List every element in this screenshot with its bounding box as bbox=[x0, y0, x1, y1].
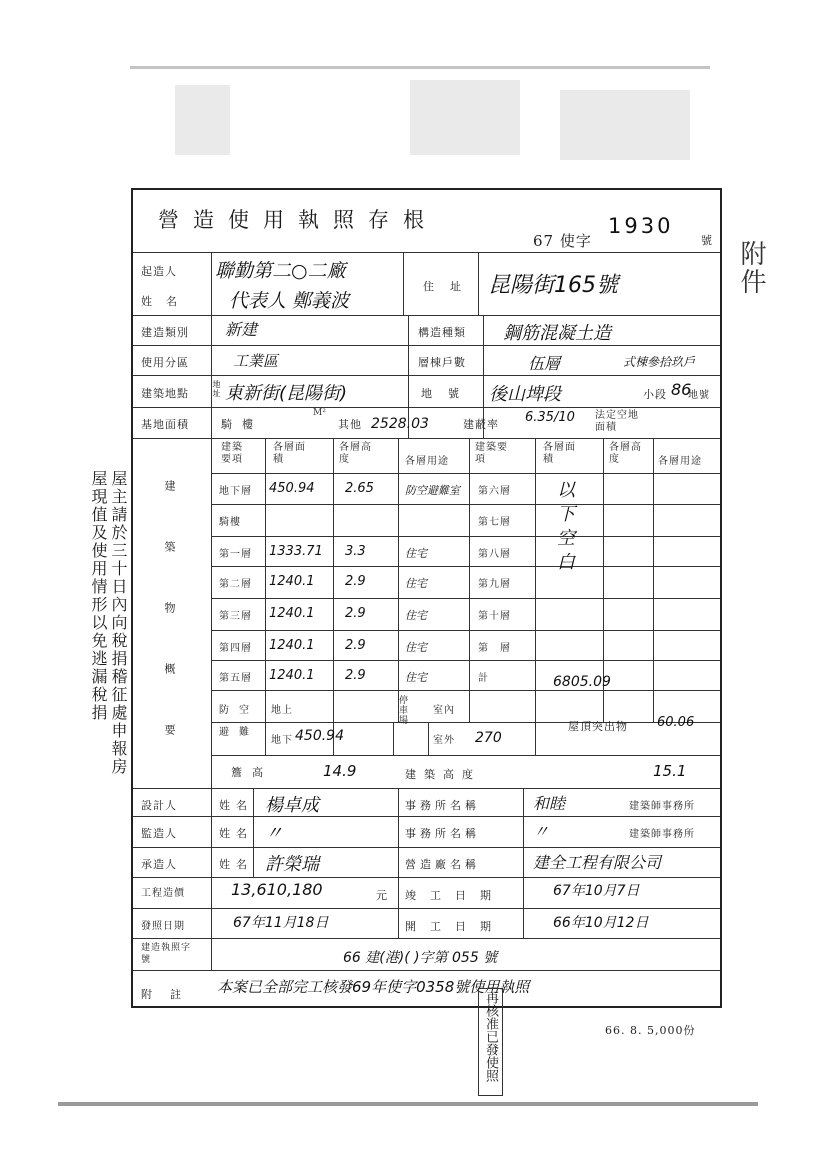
shelter-below: 地下 bbox=[271, 735, 293, 746]
start-value: 66年10月12日 bbox=[553, 915, 649, 931]
scan-noise-bottom bbox=[58, 1102, 758, 1106]
floor-height: 2.9 bbox=[345, 574, 366, 589]
serial-prefix: 67 使字 bbox=[533, 232, 592, 250]
address-value: 昆陽街165號 bbox=[488, 273, 618, 298]
line bbox=[211, 252, 212, 970]
person-name-label: 姓名 bbox=[219, 858, 253, 871]
person-role-label: 監造人 bbox=[141, 827, 177, 840]
floor-name-label: 第三層 bbox=[219, 611, 252, 622]
lot-suffix: 地號 bbox=[688, 390, 710, 401]
right-note: 以下空白 bbox=[554, 480, 575, 576]
line bbox=[211, 598, 720, 599]
line bbox=[211, 473, 720, 474]
floor-area: 1240.1 bbox=[269, 638, 315, 653]
floor-use: 住宅 bbox=[405, 609, 427, 622]
parking-label: 停車場 bbox=[397, 695, 407, 725]
other-label: 其他 bbox=[338, 418, 362, 431]
col-header: 建築要項 bbox=[221, 442, 243, 465]
col-header: 各層高度 bbox=[339, 442, 372, 465]
floor-height: 3.3 bbox=[345, 544, 366, 559]
coverage-label: 建蔽率 bbox=[463, 418, 499, 431]
line bbox=[653, 438, 654, 723]
zone-label: 使用分區 bbox=[141, 356, 189, 369]
roof-value: 60.06 bbox=[657, 715, 695, 730]
scan-noise-block-right bbox=[560, 90, 690, 160]
floor-use: 住宅 bbox=[405, 547, 427, 560]
floor-name-label: 騎樓 bbox=[219, 517, 241, 528]
shelter-above: 地上 bbox=[271, 705, 293, 716]
applicant-label: 起造人 bbox=[141, 265, 177, 278]
form-title: 營造使用執照存根 bbox=[158, 208, 438, 232]
serial-suffix: 號 bbox=[701, 234, 713, 247]
line bbox=[211, 566, 720, 567]
line bbox=[211, 660, 720, 661]
remarks-value: 本案已全部完工核發69年使字0358號使用執照 bbox=[217, 978, 530, 996]
parking-in: 室內 bbox=[433, 705, 455, 716]
applicant-value: 聯勤第二○二廠 bbox=[215, 260, 346, 282]
office-name: 〃 bbox=[533, 822, 550, 841]
serial-number: 1930 bbox=[608, 214, 674, 238]
line bbox=[133, 315, 720, 316]
total-value: 6805.09 bbox=[553, 674, 611, 690]
scan-noise-block-mid bbox=[410, 80, 520, 155]
floor-area: 1240.1 bbox=[269, 606, 315, 621]
cost-unit: 元 bbox=[376, 889, 388, 902]
floor-name-label: 第 層 bbox=[478, 643, 511, 654]
line bbox=[133, 407, 720, 408]
lot-small-label: 小段 bbox=[643, 388, 667, 401]
start-label: 開工日期 bbox=[405, 920, 505, 933]
line bbox=[211, 536, 720, 537]
applicant-name-label: 姓名 bbox=[141, 295, 191, 308]
floor-name-label: 第四層 bbox=[219, 643, 252, 654]
office-label: 營造廠名稱 bbox=[405, 858, 480, 871]
address-label: 住址 bbox=[423, 280, 477, 293]
line bbox=[398, 438, 399, 723]
lot-label: 地號 bbox=[421, 387, 475, 400]
line bbox=[393, 722, 394, 755]
floor-use: 住宅 bbox=[405, 671, 427, 684]
col-header: 建築要項 bbox=[475, 442, 508, 465]
floor-height: 2.9 bbox=[345, 668, 366, 683]
cost-value: 13,610,180 bbox=[231, 880, 323, 899]
office-suffix: 建築師事務所 bbox=[629, 801, 695, 812]
office-label: 事務所名稱 bbox=[405, 827, 480, 840]
arcade-label: 騎樓 bbox=[221, 418, 263, 431]
bottom-stamp: 再核准已發使照 bbox=[478, 988, 503, 1096]
line bbox=[133, 970, 720, 971]
scan-noise-top bbox=[130, 66, 710, 69]
location-value: 東新街(昆陽街) bbox=[225, 383, 348, 404]
floor-name-label: 第七層 bbox=[478, 517, 511, 528]
footer-print: 66. 8. 5,000份 bbox=[605, 1024, 696, 1037]
parking-out-value: 270 bbox=[475, 730, 502, 746]
units-value: 式棟參拾玖戶 bbox=[623, 355, 696, 369]
applicant-rep: 代表人 鄭義波 bbox=[229, 290, 350, 312]
shelter-label: 防空避難 bbox=[219, 705, 259, 738]
floors-label: 層棟戶數 bbox=[418, 356, 466, 369]
line bbox=[133, 908, 720, 909]
parking-out: 室外 bbox=[433, 735, 455, 746]
line bbox=[211, 755, 720, 756]
col-header: 各層面積 bbox=[273, 442, 306, 465]
line bbox=[133, 345, 720, 346]
floor-name-label: 第八層 bbox=[478, 549, 511, 560]
building-class-value: 新建 bbox=[225, 320, 258, 339]
col-header: 各層用途 bbox=[658, 456, 702, 467]
office-name: 建全工程有限公司 bbox=[533, 853, 662, 872]
permit-label: 建造執照字號 bbox=[141, 943, 192, 965]
col-header: 各層用途 bbox=[405, 456, 449, 467]
floor-use: 防空避難室 bbox=[405, 484, 460, 497]
issue-label: 發照日期 bbox=[141, 921, 185, 932]
line bbox=[428, 722, 429, 755]
open-space-label: 法定空地面積 bbox=[595, 410, 639, 433]
person-role-label: 承造人 bbox=[141, 858, 177, 871]
floor-height: 2.65 bbox=[345, 481, 374, 496]
line bbox=[133, 877, 720, 878]
line bbox=[398, 788, 399, 938]
cost-label: 工程造價 bbox=[141, 888, 185, 899]
site-area-label: 基地面積 bbox=[141, 418, 189, 431]
floor-name-label: 第二層 bbox=[219, 579, 252, 590]
line bbox=[133, 375, 720, 376]
floor-name-label: 第九層 bbox=[478, 579, 511, 590]
eave-value: 14.9 bbox=[323, 762, 357, 780]
floor-name-label: 第五層 bbox=[219, 673, 252, 684]
line bbox=[133, 847, 720, 848]
shelter-below-value: 450.94 bbox=[295, 728, 344, 744]
floor-area: 1333.71 bbox=[269, 544, 323, 559]
floor-use: 住宅 bbox=[405, 577, 427, 590]
unit-m2: M² bbox=[313, 408, 326, 418]
person-name: 〃 bbox=[265, 823, 283, 844]
floor-name-label: 計 bbox=[478, 673, 489, 684]
finish-value: 67年10月7日 bbox=[553, 883, 640, 899]
building-class-label: 建造類別 bbox=[141, 326, 189, 339]
floor-height: 2.9 bbox=[345, 606, 366, 621]
line bbox=[478, 252, 479, 315]
col-header: 各層高度 bbox=[609, 442, 642, 465]
structure-value: 鋼筋混凝土造 bbox=[503, 323, 611, 344]
coverage-value: 6.35/10 bbox=[525, 410, 575, 425]
other-value: 2528.03 bbox=[371, 416, 429, 432]
line bbox=[469, 438, 470, 723]
location-label: 建築地點 bbox=[141, 387, 189, 400]
person-role-label: 設計人 bbox=[141, 799, 177, 812]
office-suffix: 建築師事務所 bbox=[629, 829, 695, 840]
line bbox=[333, 438, 334, 755]
line bbox=[211, 722, 720, 723]
person-name-label: 姓名 bbox=[219, 827, 253, 840]
line bbox=[253, 788, 254, 878]
line bbox=[265, 438, 266, 755]
permit-value: 66 建(港)( )字第 055 號 bbox=[343, 950, 498, 966]
office-label: 事務所名稱 bbox=[405, 799, 480, 812]
location-sub: 地址 bbox=[212, 380, 221, 398]
line bbox=[211, 690, 720, 691]
scan-noise-block-left bbox=[175, 85, 230, 155]
line bbox=[211, 630, 720, 631]
floor-height: 2.9 bbox=[345, 638, 366, 653]
lot-number: 86 bbox=[671, 380, 692, 399]
floor-name-label: 地下層 bbox=[219, 486, 252, 497]
floor-use: 住宅 bbox=[405, 641, 427, 654]
person-name-label: 姓名 bbox=[219, 799, 253, 812]
floor-name-label: 第一層 bbox=[219, 549, 252, 560]
lot-value: 後山埤段 bbox=[489, 384, 561, 405]
office-name: 和睦 bbox=[533, 794, 566, 813]
building-summary-label: 建築物概要 bbox=[163, 480, 176, 785]
floor-name-label: 第十層 bbox=[478, 611, 511, 622]
structure-label: 構造種類 bbox=[418, 326, 466, 339]
roof-label: 屋頂突出物 bbox=[568, 720, 628, 733]
line bbox=[523, 788, 524, 938]
person-name: 楊卓成 bbox=[265, 795, 319, 816]
line bbox=[133, 816, 720, 817]
permit-form bbox=[131, 188, 722, 1008]
floor-area: 1240.1 bbox=[269, 668, 315, 683]
line bbox=[133, 438, 720, 439]
floors-value: 伍層 bbox=[528, 354, 561, 373]
issue-value: 67年11月18日 bbox=[233, 915, 329, 931]
bldg-height-value: 15.1 bbox=[653, 762, 687, 780]
person-name: 許榮瑞 bbox=[265, 854, 319, 875]
right-margin-text: 附件 bbox=[736, 240, 766, 296]
finish-label: 竣工日期 bbox=[405, 889, 505, 902]
zone-value: 工業區 bbox=[233, 352, 279, 370]
bldg-height-label: 建築高度 bbox=[405, 768, 481, 781]
line bbox=[535, 438, 536, 755]
floor-name-label: 第六層 bbox=[478, 486, 511, 497]
floor-area: 450.94 bbox=[269, 481, 315, 496]
line bbox=[133, 252, 720, 253]
line bbox=[133, 788, 720, 789]
line bbox=[403, 252, 404, 315]
line bbox=[211, 504, 720, 505]
line bbox=[133, 938, 720, 939]
eave-label: 簷高 bbox=[231, 766, 273, 779]
col-header: 各層面積 bbox=[543, 442, 576, 465]
floor-area: 1240.1 bbox=[269, 574, 315, 589]
side-note: 屋主請於三十日內向稅捐稽征處申報房屋現值及使用情形以免逃漏稅捐 bbox=[89, 470, 128, 776]
remarks-label: 附註 bbox=[141, 988, 199, 1001]
